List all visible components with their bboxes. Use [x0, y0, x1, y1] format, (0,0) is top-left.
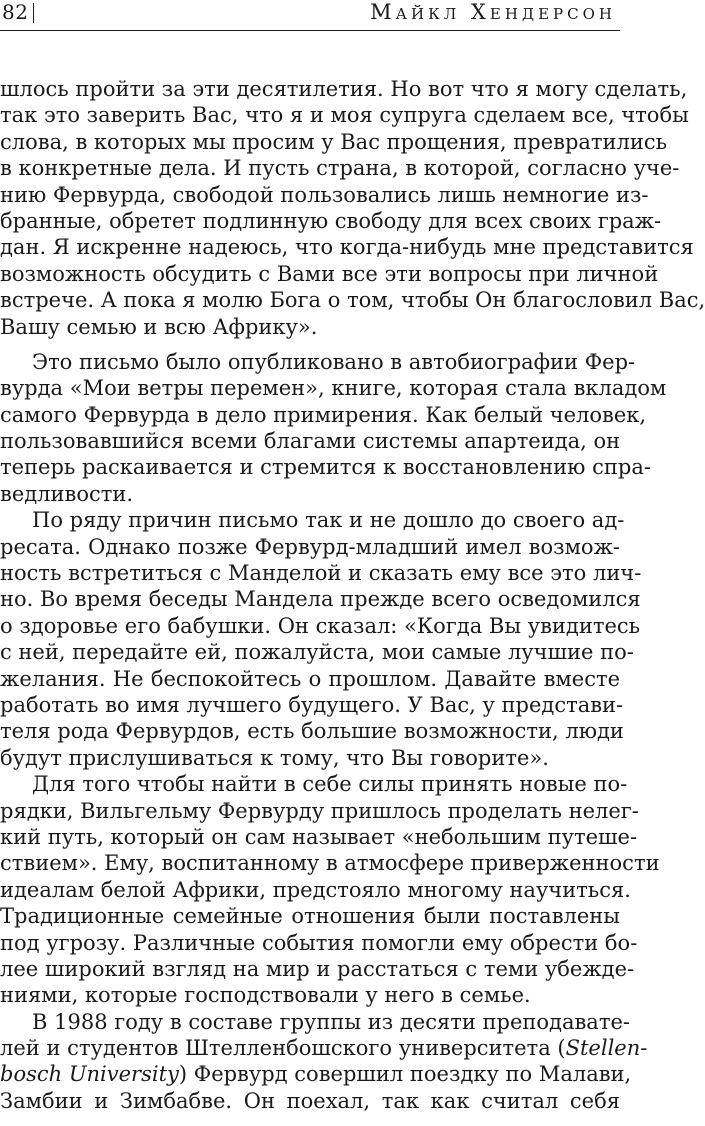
- text-line: кий путь, который он сам называет «небольшим путеше-: [0, 824, 638, 849]
- header-separator: [33, 3, 34, 23]
- text-line-with-italic: [0, 1035, 648, 1061]
- paragraph-2: [0, 349, 667, 507]
- text-line: желания. Не беспокойтесь о прошлом. Давайте вместе: [0, 666, 620, 691]
- text-line: рядки, Вильгельму Фервурду пришлось проделать нелег-: [0, 798, 639, 823]
- text-line: Замбии и Зимбабве. Он поехал, так как считал себя: [0, 1088, 620, 1113]
- running-header: [0, 0, 620, 36]
- text-line: нию Фервурда, свободой пользовались лишь немногие из-: [0, 182, 649, 207]
- text-line: Вашу семью и всю Африку».: [0, 314, 318, 339]
- text-line: Для того чтобы найти в себе силы принять новые по-: [32, 772, 628, 797]
- text-line: бранные, обретет подлинную свободу для всех своих граж-: [0, 208, 662, 233]
- text-line: В 1988 году в составе группы из десяти преподавате-: [32, 1009, 630, 1034]
- running-head-author: Майкл Хендерсон: [370, 0, 616, 24]
- text-line: ность встретиться с Манделой и сказать ему все это лич-: [0, 561, 642, 586]
- italic-segment: bosch University: [0, 1062, 179, 1087]
- text-line: Традиционные семейные отношения были поставлены: [0, 904, 620, 929]
- text-line: ведливости.: [0, 481, 134, 506]
- text-line: с ней, передайте ей, пожалуйста, мои самые лучшие по-: [0, 640, 634, 665]
- paragraph-4: [0, 771, 660, 1009]
- text-line: ствием». Ему, воспитанному в атмосфере приверженности: [0, 851, 660, 876]
- text-line: встрече. А пока я молю Бога о том, чтобы Он благословил Вас,: [0, 288, 705, 313]
- text-line: о здоровье его бабушки. Он сказал: «Когда Вы увидитесь: [0, 613, 641, 638]
- text-line: теперь раскаивается и стремится к восстановлению спра-: [0, 455, 651, 480]
- text-line: дан. Я искренне надеюсь, что когда-нибудь мне представится: [0, 235, 694, 260]
- text-line: под угрозу. Различные события помогли ему обрести бо-: [0, 930, 638, 955]
- text-line: пользовавшийся всеми благами системы апартеида, он: [0, 429, 621, 454]
- paragraph-5: [0, 1009, 648, 1115]
- text-line: лее широкий взгляд на мир и расстаться с теми убежде-: [0, 956, 635, 981]
- text-line: По ряду причин письмо так и не дошло до своего ад-: [32, 508, 625, 533]
- text-line-with-italic: [0, 1061, 632, 1087]
- text-line: работать во имя лучшего будущего. У Вас, у представи-: [0, 692, 624, 717]
- header-rule: [0, 30, 620, 31]
- page-number: 82: [2, 0, 29, 24]
- text-line: будут прислушиваться к тому, что Вы говорите».: [0, 745, 549, 770]
- text-line: ресата. Однако позже Фервурд-младший имел возмож-: [0, 534, 620, 559]
- text-line: в конкретные дела. И пусть страна, в которой, согласно уче-: [0, 156, 680, 181]
- text-line: так это заверить Вас, что я и моя супруга сделаем все, чтобы: [0, 103, 689, 128]
- text-segment: ) Фервурд совершил поездку по Малави,: [178, 1062, 632, 1087]
- text-line: шлось пройти за эти десятилетия. Но вот что я могу сделать,: [0, 77, 688, 101]
- text-line: но. Во время беседы Мандела прежде всего осведомился: [0, 587, 641, 612]
- body-text: [0, 76, 705, 1114]
- paragraph-3: [0, 507, 642, 771]
- text-line: Это письмо было опубликовано в автобиографии Фер-: [32, 349, 636, 374]
- text-segment: лей и студентов Штелленбошского университета (: [0, 1036, 566, 1061]
- text-line: самого Фервурда в дело примирения. Как белый человек,: [0, 402, 647, 427]
- text-line: идеалам белой Африки, предстояло многому научиться.: [0, 877, 631, 902]
- text-line: вурда «Мои ветры перемен», книге, которая стала вкладом: [0, 376, 667, 401]
- text-line: теля рода Фервурдов, есть большие возможности, люди: [0, 719, 624, 744]
- text-line: слова, в которых мы просим у Вас прощения, превратились: [0, 129, 668, 154]
- text-line: ниями, которые господствовали у него в семье.: [0, 983, 531, 1008]
- text-line: возможность обсудить с Вами все эти вопросы при личной: [0, 261, 659, 286]
- paragraph-1: [0, 76, 705, 340]
- italic-segment: Stellen-: [565, 1036, 648, 1061]
